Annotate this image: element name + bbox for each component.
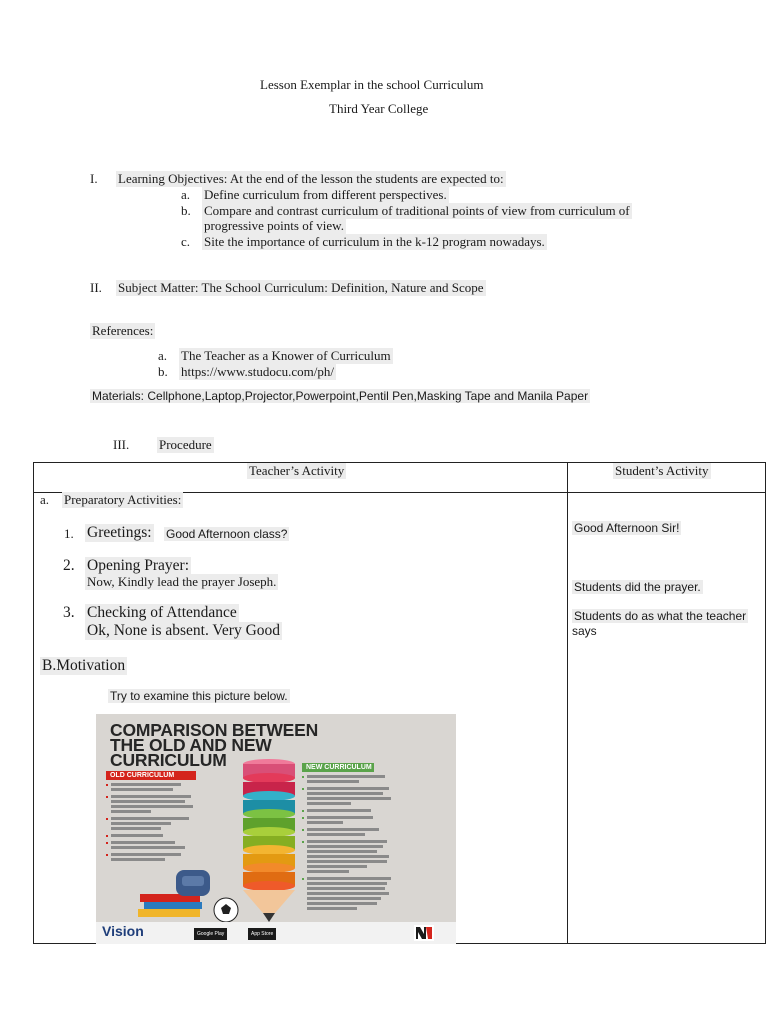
prayer-text: Now, Kindly lead the prayer Joseph. [87, 574, 277, 589]
student-attendance-reply-cont: says [572, 624, 597, 638]
motivation-text: Try to examine this picture below. [110, 689, 288, 703]
objective-marker-a: a. [181, 187, 191, 202]
reference-marker-a: a. [158, 348, 168, 363]
objective-b: Compare and contrast curriculum of traditional points of view from curriculum of [204, 203, 630, 218]
infographic-title-line2: THE OLD AND NEW [110, 735, 272, 755]
reference-a: The Teacher as a Knower of Curriculum [181, 348, 391, 363]
document-subtitle: Third Year College [329, 101, 429, 116]
objective-a: Define curriculum from different perspectives. [204, 187, 447, 202]
new-curriculum-text-art [302, 774, 452, 924]
prayer-num: 2. [63, 557, 75, 574]
new-curriculum-label: NEW CURRICULUM [302, 763, 374, 772]
header-student-activity: Student’s Activity [615, 463, 709, 478]
student-prayer-reply: Students did the prayer. [574, 580, 701, 594]
header-teacher-activity: Teacher’s Activity [249, 463, 345, 478]
google-play-badge: Google Play [194, 928, 227, 940]
infographic-title-line3: CURRICULUM [110, 750, 227, 770]
vision-logo: Vision [102, 923, 144, 939]
student-greeting-reply: Good Afternoon Sir! [574, 521, 680, 535]
references-label: References: [92, 323, 154, 338]
subject-matter-numeral: II. [90, 280, 102, 295]
preparatory-marker: a. [40, 492, 50, 507]
procedure-label: Procedure [159, 437, 212, 452]
curriculum-comparison-infographic [96, 714, 456, 944]
infographic-footer [96, 922, 456, 944]
document-title: Lesson Exemplar in the school Curriculum [260, 77, 484, 92]
reference-marker-b: b. [158, 364, 168, 379]
column-divider [567, 463, 568, 943]
preparatory-label: Preparatory Activities: [64, 492, 182, 507]
attendance-heading: Checking of Attendance [87, 604, 237, 621]
old-curriculum-text-art [106, 782, 226, 872]
procedure-numeral: III. [113, 437, 130, 452]
greetings-text: Good Afternoon class? [166, 527, 288, 541]
prayer-heading: Opening Prayer: [87, 557, 190, 574]
objective-c: Site the importance of curriculum in the k-12 program nowadays. [204, 234, 545, 249]
greetings-num: 1. [64, 526, 74, 541]
infographic-title-line1: COMPARISON BETWEEN [110, 720, 319, 740]
attendance-num: 3. [63, 604, 75, 621]
greetings-heading: Greetings: [87, 524, 152, 541]
objective-marker-b: b. [181, 203, 191, 218]
publisher-logo-icon [414, 925, 434, 941]
objective-b-continued: progressive points of view. [204, 218, 344, 233]
app-store-badge: App Store [248, 928, 276, 940]
motivation-heading: B.Motivation [42, 657, 126, 674]
school-supplies-art [136, 864, 246, 924]
objectives-numeral: I. [90, 171, 98, 186]
old-curriculum-label: OLD CURRICULUM [106, 771, 196, 780]
attendance-text: Ok, None is absent. Very Good [87, 622, 281, 639]
materials: Materials: Cellphone,Laptop,Projector,Powerpoint,Pentil Pen,Masking Tape and Manila Paper [92, 389, 589, 403]
subject-matter: Subject Matter: The School Curriculum: Definition, Nature and Scope [118, 280, 484, 295]
objective-marker-c: c. [181, 234, 191, 249]
student-attendance-reply: Students do as what the teacher [574, 609, 747, 623]
objectives-label: Learning Objectives: At the end of the lesson the students are expected to: [118, 171, 504, 186]
reference-link[interactable]: https://www.studocu.com/ph/ [181, 364, 334, 379]
